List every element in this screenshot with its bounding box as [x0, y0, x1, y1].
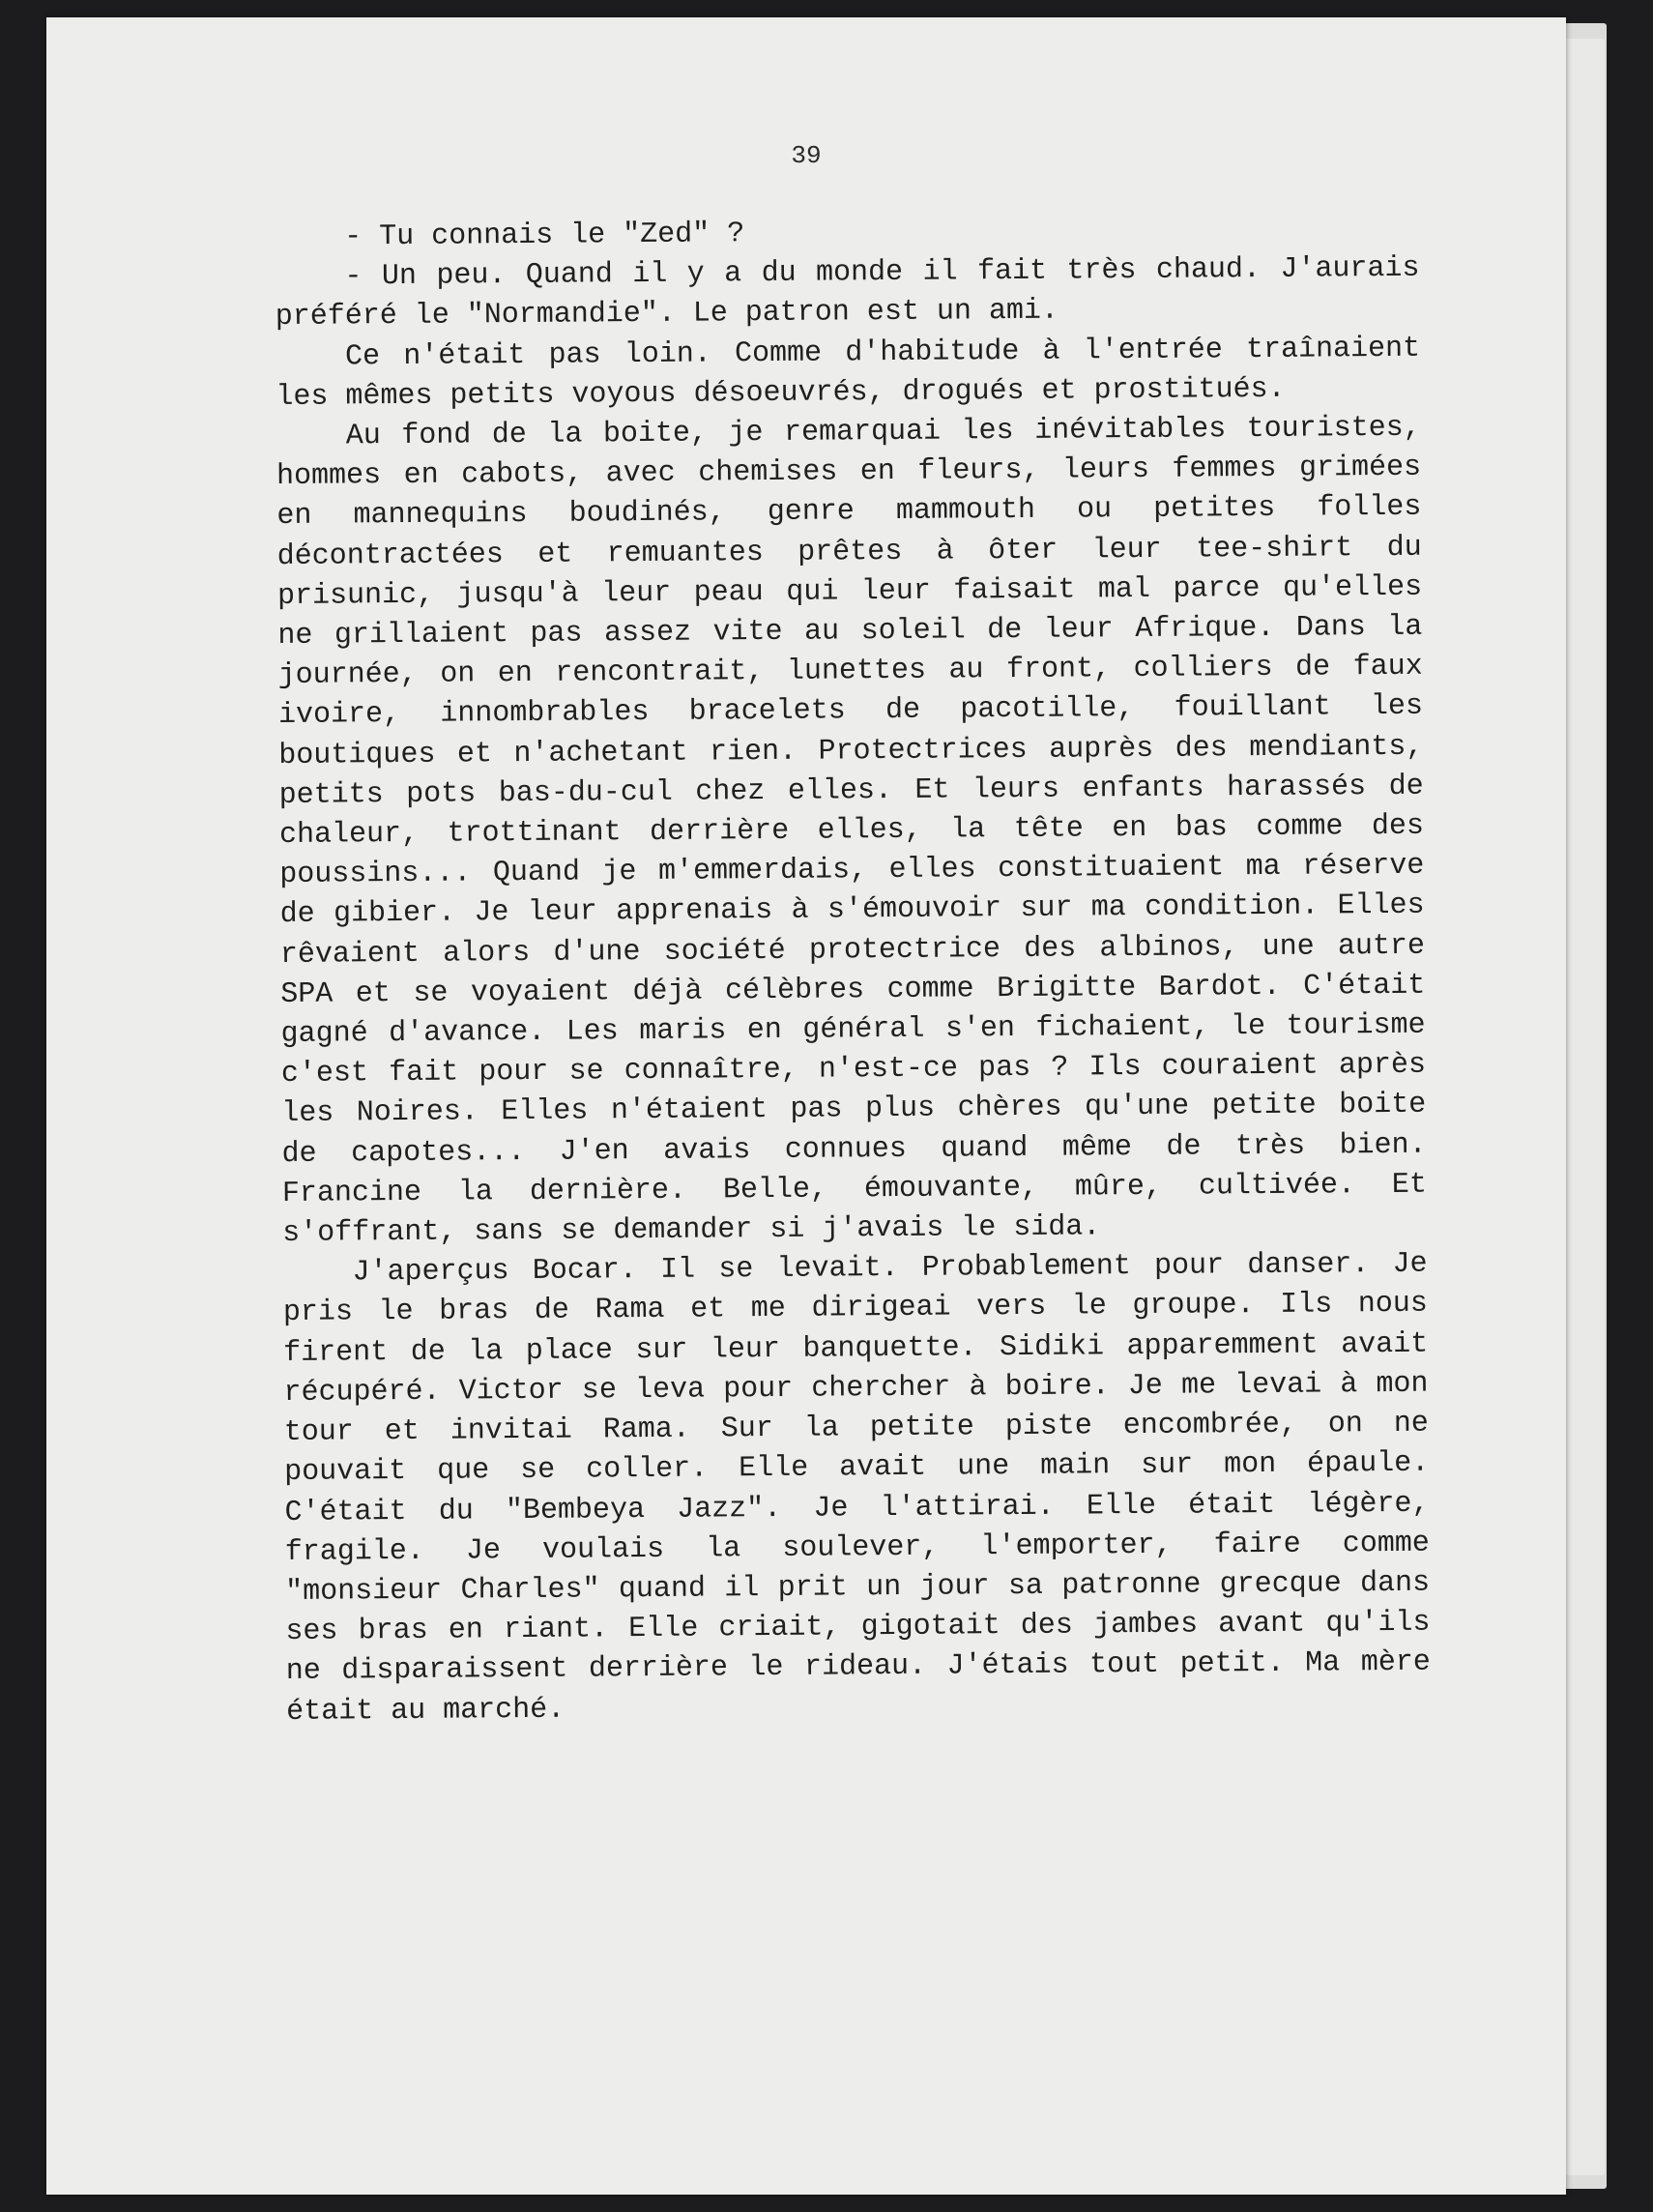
- paragraph-tourists: Au fond de la boite, je remarquai les inévitables touristes, hommes en cabots, avec chemises en fleurs, leurs femmes grimées en mannequins boudinés, genre mammouth ou petites folles décontractées et remuantes prêtes à ôter leur tee-shirt du prisunic, jusqu'à leur peau qui leur faisait mal parce qu'elles ne grillaient pas assez vite au soleil de leur Afrique. Dans la journée, on en rencontrait, lunettes au front, colliers de faux ivoire, innombrables bracelets de pacotille, fouillant les boutiques et n'achetant rien. Protectrices auprès des mendiants, petits pots bas-du-cul chez elles. Et leurs enfants harassés de chaleur, trottinant derrière elles, la tête en bas comme des poussins... Quand je m'emmerdais, elles constituaient ma réserve de gibier. Je leur apprenais à s'émouvoir sur ma condition. Elles rêvaient alors d'une société protectrice des albinos, une autre SPA et se voyaient déjà célèbres comme Brigitte Bardot. C'était gagné d'avance. Les maris en général s'en fichaient, le tourisme c'est fait pour se connaître, n'est-ce pas ? Ils couraient après les Noires. Elles n'étaient pas plus chères qu'une petite boite de capotes... J'en avais connues quand même de très bien. Francine la dernière. Belle, émouvante, mûre, cultivée. Et s'offrant, sans se demander si j'avais le sida.: [276, 411, 1428, 1251]
- paragraph-dance: J'aperçus Bocar. Il se levait. Probablement pour danser. Je pris le bras de Rama et me dirigeai vers le groupe. Ils nous firent de la place sur leur banquette. Sidiki apparemment avait récupéré. Victor se leva pour chercher à boire. Je me levai à mon tour et invitai Rama. Sur la petite piste encombrée, on ne pouvait que se coller. Elle avait une main sur mon épaule. C'était du "Bembeya Jazz". Je l'attirai. Elle était légère, fragile. Je voulais la soulever, l'emporter, faire comme "monsieur Charles" quand il prit un jour sa patronne grecque dans ses bras en riant. Elle criait, gigotait des jambes avant qu'ils ne disparaissent derrière le rideau. J'étais tout petit. Ma mère était au marché.: [282, 1247, 1431, 1729]
- paper-sheet: [46, 17, 1566, 2195]
- page-number: 39: [791, 141, 822, 170]
- body-text: [275, 210, 1431, 1732]
- paragraph-arrival: Ce n'était pas loin. Comme d'habitude à l'entrée traînaient les mêmes petits voyous désoeuvrés, drogués et prostitués.: [276, 332, 1421, 414]
- paragraph-dialogue-2: - Un peu. Quand il y a du monde il fait très chaud. J'aurais préféré le "Normandie". Le patron est un ami.: [275, 251, 1420, 335]
- paragraph-dialogue-1: - Tu connais le "Zed" ?: [344, 218, 745, 254]
